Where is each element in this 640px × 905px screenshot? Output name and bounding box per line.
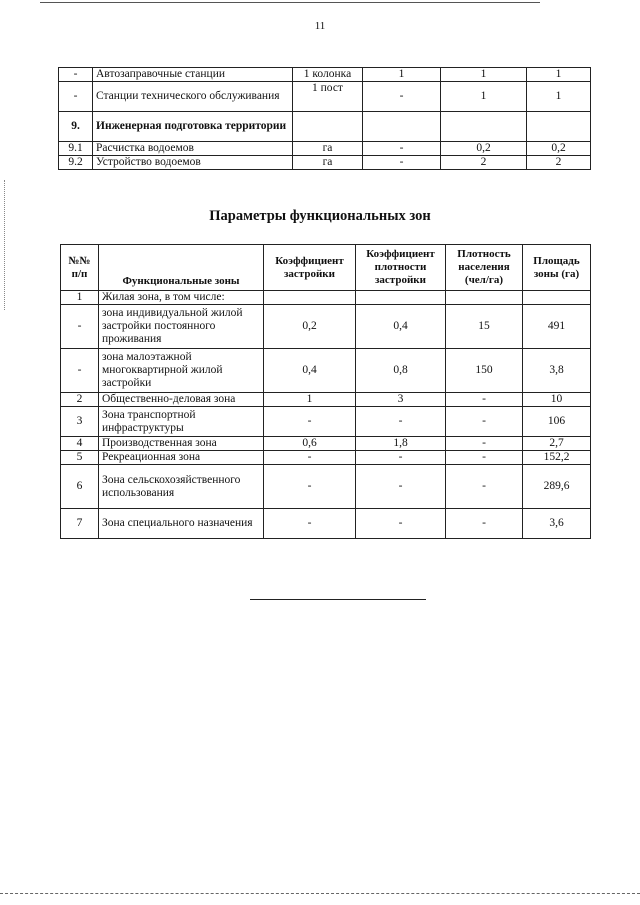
row-build-coefficient: 0,2: [264, 305, 356, 349]
row-population-density: 150: [446, 349, 523, 393]
row-density-coefficient: [356, 291, 446, 305]
row-value: -: [363, 142, 441, 156]
row-build-coefficient: -: [264, 451, 356, 465]
signature-line: [250, 599, 426, 600]
row-zone: Зона транспортной инфраструктуры: [99, 407, 264, 437]
row-build-coefficient: 0,4: [264, 349, 356, 393]
header-density-coefficient: Коэффициент плотности застройки: [356, 245, 446, 291]
header-number: №№ п/п: [61, 245, 99, 291]
row-number: 5: [61, 451, 99, 465]
table-row: [61, 349, 591, 393]
row-population-density: -: [446, 451, 523, 465]
row-zone-area: 3,6: [523, 509, 591, 539]
row-number: -: [61, 305, 99, 349]
row-density-coefficient: 0,4: [356, 305, 446, 349]
row-value: 0,2: [527, 142, 591, 156]
row-zone: Рекреационная зона: [99, 451, 264, 465]
row-unit: 1 пост: [293, 82, 363, 112]
table-row: [61, 465, 591, 509]
row-unit: 1 колонка: [293, 68, 363, 82]
row-population-density: -: [446, 437, 523, 451]
row-unit: га: [293, 156, 363, 170]
row-density-coefficient: -: [356, 509, 446, 539]
row-density-coefficient: 0,8: [356, 349, 446, 393]
scan-margin-marks: [4, 180, 7, 310]
header-zone-area: Площадь зоны (га): [523, 245, 591, 291]
row-value: 2: [527, 156, 591, 170]
row-value: 1: [527, 68, 591, 82]
row-name: Инженерная подготовка территории: [93, 112, 293, 142]
row-zone-area: 10: [523, 393, 591, 407]
page-number: 11: [314, 20, 326, 32]
row-build-coefficient: [264, 291, 356, 305]
row-population-density: -: [446, 393, 523, 407]
table-row: [61, 451, 591, 465]
row-number: 7: [61, 509, 99, 539]
row-density-coefficient: 1,8: [356, 437, 446, 451]
row-number: 9.: [59, 112, 93, 142]
row-zone: зона индивидуальной жилой застройки постоянного проживания: [99, 305, 264, 349]
row-name: Расчистка водоемов: [93, 142, 293, 156]
row-number: 1: [61, 291, 99, 305]
row-population-density: -: [446, 465, 523, 509]
table-row: [61, 509, 591, 539]
row-density-coefficient: -: [356, 451, 446, 465]
row-population-density: 15: [446, 305, 523, 349]
row-build-coefficient: -: [264, 407, 356, 437]
row-number: -: [61, 349, 99, 393]
row-number: -: [59, 68, 93, 82]
row-zone-area: 106: [523, 407, 591, 437]
row-build-coefficient: -: [264, 465, 356, 509]
row-name: Станции технического обслуживания: [93, 82, 293, 112]
row-zone-area: [523, 291, 591, 305]
header-row: [61, 245, 591, 291]
row-value: -: [363, 82, 441, 112]
table-row: [61, 407, 591, 437]
row-population-density: [446, 291, 523, 305]
row-value: 2: [441, 156, 527, 170]
row-value: [441, 112, 527, 142]
row-number: 2: [61, 393, 99, 407]
row-value: 1: [527, 82, 591, 112]
row-zone-area: 2,7: [523, 437, 591, 451]
row-zone: зона малоэтажной многоквартирной жилой застройки: [99, 349, 264, 393]
table-row: [59, 82, 591, 112]
table-row: [61, 437, 591, 451]
bottom-rule: [0, 893, 640, 894]
row-value: 0,2: [441, 142, 527, 156]
table-row: [59, 156, 591, 170]
row-number: 9.1: [59, 142, 93, 156]
row-number: 4: [61, 437, 99, 451]
row-number: 3: [61, 407, 99, 437]
header-build-coefficient: Коэффициент застройки: [264, 245, 356, 291]
row-value: [363, 112, 441, 142]
row-number: 9.2: [59, 156, 93, 170]
infrastructure-table: [58, 67, 591, 170]
table-row: [61, 291, 591, 305]
table-row: [61, 305, 591, 349]
row-zone: Общественно-деловая зона: [99, 393, 264, 407]
functional-zones-table: [60, 244, 591, 539]
section-title: Параметры функциональных зон: [209, 208, 431, 224]
row-number: -: [59, 82, 93, 112]
table-row: [59, 142, 591, 156]
row-value: 1: [441, 68, 527, 82]
row-value: -: [363, 156, 441, 170]
row-zone: Зона специального назначения: [99, 509, 264, 539]
row-density-coefficient: -: [356, 407, 446, 437]
header-population-density: Плотность населения (чел/га): [446, 245, 523, 291]
row-name: Устройство водоемов: [93, 156, 293, 170]
row-number: 6: [61, 465, 99, 509]
row-density-coefficient: -: [356, 465, 446, 509]
row-population-density: -: [446, 407, 523, 437]
table-row: [61, 393, 591, 407]
row-build-coefficient: 0,6: [264, 437, 356, 451]
row-build-coefficient: 1: [264, 393, 356, 407]
table-row: [59, 68, 591, 82]
top-rule: [40, 2, 540, 3]
row-zone-area: 289,6: [523, 465, 591, 509]
row-density-coefficient: 3: [356, 393, 446, 407]
header-zones: Функциональные зоны: [99, 245, 264, 291]
row-value: 1: [363, 68, 441, 82]
row-zone-area: 3,8: [523, 349, 591, 393]
row-zone: Жилая зона, в том числе:: [99, 291, 264, 305]
row-population-density: -: [446, 509, 523, 539]
row-unit: га: [293, 142, 363, 156]
row-zone-area: 152,2: [523, 451, 591, 465]
row-unit: [293, 112, 363, 142]
row-zone-area: 491: [523, 305, 591, 349]
table-row: [59, 112, 591, 142]
row-zone: Зона сельскохозяйственного использования: [99, 465, 264, 509]
row-zone: Производственная зона: [99, 437, 264, 451]
row-value: [527, 112, 591, 142]
row-value: 1: [441, 82, 527, 112]
row-name: Автозаправочные станции: [93, 68, 293, 82]
row-build-coefficient: -: [264, 509, 356, 539]
